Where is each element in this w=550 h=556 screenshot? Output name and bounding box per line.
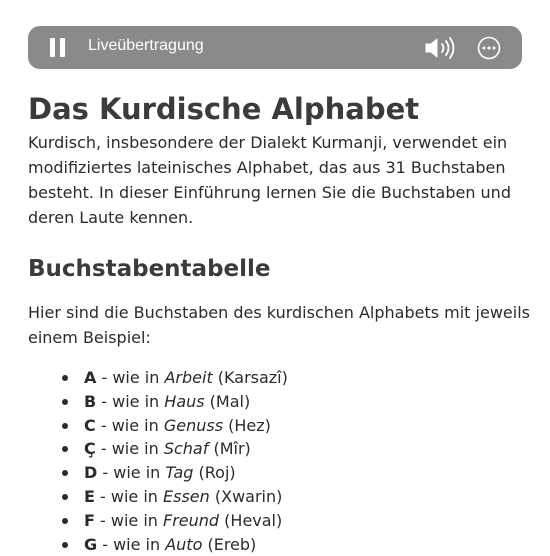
german-word: Schaf bbox=[163, 439, 209, 459]
list-item bbox=[28, 533, 288, 556]
pause-icon[interactable] bbox=[50, 38, 66, 57]
list-item bbox=[28, 437, 288, 461]
kurdish-word: (Mal) bbox=[204, 391, 251, 411]
letter: F bbox=[84, 510, 95, 530]
letter: B bbox=[84, 391, 97, 411]
german-word: Freund bbox=[163, 510, 220, 530]
list-item bbox=[28, 366, 288, 390]
list-item bbox=[28, 461, 288, 485]
german-word: Haus bbox=[164, 391, 205, 411]
letter: G bbox=[84, 534, 98, 554]
german-word: Arbeit bbox=[164, 368, 213, 387]
list-item bbox=[28, 509, 288, 533]
section-heading: Buchstabentabelle bbox=[28, 256, 271, 282]
live-label: Liveübertragung bbox=[88, 37, 204, 54]
german-word: Genuss bbox=[163, 415, 224, 435]
list-item bbox=[28, 414, 288, 438]
letter-list bbox=[28, 366, 288, 556]
german-word: Essen bbox=[163, 486, 210, 506]
kurdish-word: (Ereb) bbox=[202, 534, 257, 554]
letter: E bbox=[84, 486, 95, 506]
kurdish-word: (Hez) bbox=[223, 415, 271, 435]
section-text: Hier sind die Buchstaben des kurdischen Alphabets mit jeweils einem Beispiel: bbox=[28, 303, 530, 347]
list-item bbox=[28, 485, 288, 509]
list-item bbox=[28, 390, 288, 414]
separator: - wie in bbox=[95, 439, 164, 459]
kurdish-word: (Karsazî) bbox=[212, 368, 288, 387]
letter: D bbox=[84, 463, 98, 483]
kurdish-word: (Mîr) bbox=[208, 439, 251, 459]
separator: - wie in bbox=[97, 534, 166, 554]
kurdish-word: (Roj) bbox=[193, 463, 236, 483]
separator: - wie in bbox=[95, 415, 164, 435]
separator: - wie in bbox=[94, 486, 164, 506]
kurdish-word: (Xwarin) bbox=[209, 486, 283, 506]
separator: - wie in bbox=[94, 510, 164, 530]
german-word: Tag bbox=[165, 463, 194, 483]
intro-paragraph: Kurdisch, insbesondere der Dialekt Kurmanji, verwendet ein modifiziertes lateinisches Alphabet, das aus 31 Buchstaben besteht. In dieser Einführung lernen Sie die Buchstaben und deren Laute kennen. bbox=[28, 133, 511, 227]
kurdish-word: (Heval) bbox=[219, 510, 283, 530]
letter: C bbox=[84, 415, 96, 435]
letter: A bbox=[84, 368, 97, 387]
speaker-icon[interactable] bbox=[423, 36, 457, 60]
separator: - wie in bbox=[96, 391, 165, 411]
more-options-icon[interactable] bbox=[477, 36, 501, 60]
separator: - wie in bbox=[97, 463, 166, 483]
german-word: Auto bbox=[165, 534, 203, 554]
separator: - wie in bbox=[96, 368, 165, 387]
letter: Ç bbox=[84, 439, 96, 459]
live-broadcast-bar bbox=[28, 26, 522, 69]
page-title: Das Kurdische Alphabet bbox=[28, 92, 420, 126]
